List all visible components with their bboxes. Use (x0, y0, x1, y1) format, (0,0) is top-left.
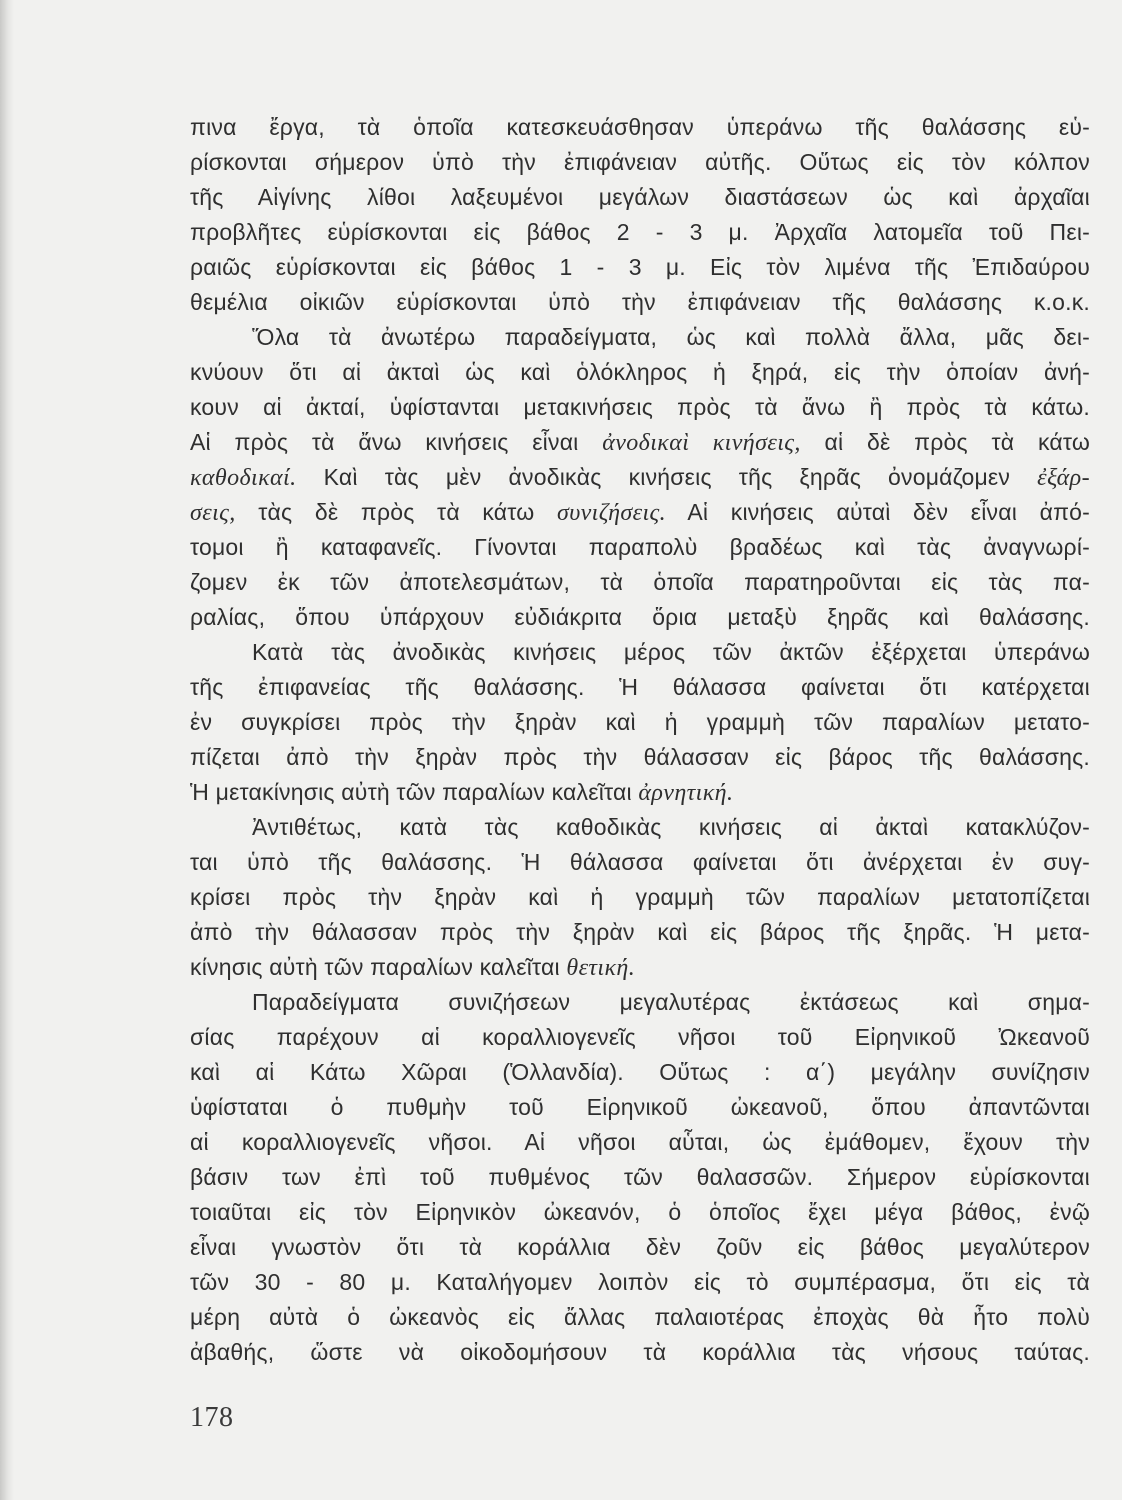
text-line: τοιαῦται εἰς τὸν Εἰρηνικὸν ὠκεανόν, ὁ ὁποῖος ἔχει μέγα βάθος, ἐνῷ (190, 1199, 1090, 1225)
paragraph-first-line: Κατὰ τὰς ἀνοδικὰς κινήσεις μέρος τῶν ἀκτῶν ἐξέρχεται ὑπεράνω (252, 639, 1090, 665)
text-line: προβλῆτες εὑρίσκονται εἰς βάθος 2 - 3 μ. Ἀρχαῖα λατομεῖα τοῦ Πει- (190, 219, 1090, 245)
text-line: ὑφίσταται ὁ πυθμὴν τοῦ Εἰρηνικοῦ ὠκεανοῦ, ὅπου ἀπαντῶνται (190, 1094, 1090, 1120)
paragraph-last-line (190, 775, 1090, 810)
text-line: μέρη αὐτὰ ὁ ὠκεανὸς εἰς ἄλλας παλαιοτέρας ἐποχὰς θὰ ἦτο πολὺ (190, 1304, 1090, 1330)
text-line: καὶ αἱ Κάτω Χῶραι (Ὁλλανδία). Οὕτως : α΄) μεγάλην συνίζησιν (190, 1059, 1090, 1085)
italic-term: ἀρνητική. (638, 780, 734, 806)
paragraph-last-line (190, 950, 1090, 985)
paragraph-first-line: Παραδείγματα συνιζήσεων μεγαλυτέρας ἐκτάσεως καὶ σημα- (252, 989, 1090, 1015)
italic-term: ἀνοδικαὶ κινήσεις, (602, 430, 801, 456)
text-line: ραιῶς εὑρίσκονται εἰς βάθος 1 - 3 μ. Εἰς τὸν λιμένα τῆς Ἐπιδαύρου (190, 254, 1090, 280)
text-segment: κίνησις αὐτὴ τῶν παραλίων καλεῖται (190, 954, 567, 980)
text-line: τῆς ἐπιφανείας τῆς θαλάσσης. Ἡ θάλασσα φαίνεται ὅτι κατέρχεται (190, 674, 1090, 700)
text-line: βάσιν των ἐπὶ τοῦ πυθμένος τῶν θαλασσῶν. Σήμερον εὑρίσκονται (190, 1164, 1090, 1190)
text-line (190, 495, 1090, 530)
italic-term: θετική. (566, 955, 636, 981)
text-line (190, 460, 1090, 495)
page-body (190, 110, 1090, 1370)
italic-term: σεις, (190, 500, 236, 526)
text-line: ται ὑπὸ τῆς θαλάσσης. Ἡ θάλασσα φαίνεται ὅτι ἀνέρχεται ἐν συγ- (190, 849, 1090, 875)
text-line (190, 425, 1090, 460)
text-line: αἱ κοραλλιογενεῖς νῆσοι. Αἱ νῆσοι αὗται, ὡς ἐμάθομεν, ἔχουν τὴν (190, 1129, 1090, 1155)
italic-term: καθοδικαί. (190, 465, 297, 491)
text-line: ἀβαθής, ὥστε νὰ οἰκοδομήσουν τὰ κοράλλια τὰς νήσους ταύτας. (190, 1339, 1090, 1365)
text-line: σίας παρέχουν αἱ κοραλλιογενεῖς νῆσοι τοῦ Εἰρηνικοῦ Ὠκεανοῦ (190, 1024, 1090, 1050)
text-line: ζομεν ἐκ τῶν ἀποτελεσμάτων, τὰ ὁποῖα παρατηροῦνται εἰς τὰς πα- (190, 569, 1090, 595)
text-line: ἐν συγκρίσει πρὸς τὴν ξηρὰν καὶ ἡ γραμμὴ τῶν παραλίων μετατο- (190, 709, 1090, 735)
text-line: ραλίας, ὅπου ὑπάρχουν εὐδιάκριτα ὅρια μεταξὺ ξηρᾶς καὶ θαλάσσης. (190, 604, 1090, 630)
text-line: κνύουν ὅτι αἱ ἀκταὶ ὡς καὶ ὁλόκληρος ἡ ξηρά, εἰς τὴν ὁποίαν ἀνή- (190, 359, 1090, 385)
text-line: κρίσει πρὸς τὴν ξηρὰν καὶ ἡ γραμμὴ τῶν παραλίων μετατοπίζεται (190, 884, 1090, 910)
italic-term: συνιζήσεις. (556, 500, 667, 526)
text-line: πίζεται ἀπὸ τὴν ξηρὰν πρὸς τὴν θάλασσαν εἰς βάρος τῆς θαλάσσης. (190, 744, 1090, 770)
text-segment: τὰς δὲ πρὸς τὰ κάτω (235, 499, 557, 525)
paragraph-first-line: Ὅλα τὰ ἀνωτέρω παραδείγματα, ὡς καὶ πολλὰ ἄλλα, μᾶς δει- (252, 324, 1090, 350)
text-line: εἶναι γνωστὸν ὅτι τὰ κοράλλια δὲν ζοῦν εἰς βάθος μεγαλύτερον (190, 1234, 1090, 1260)
text-line: ἀπὸ τὴν θάλασσαν πρὸς τὴν ξηρὰν καὶ εἰς βάρος τῆς ξηρᾶς. Ἡ μετα- (190, 919, 1090, 945)
text-line: κουν αἱ ἀκταί, ὑφίστανται μετακινήσεις πρὸς τὰ ἄνω ἢ πρὸς τὰ κάτω. (190, 394, 1090, 420)
italic-term: ἐξάρ- (1037, 465, 1090, 491)
text-segment: Αἱ κινήσεις αὐταὶ δὲν εἶναι ἀπό- (666, 499, 1090, 525)
text-line: τῶν 30 - 80 μ. Καταλήγομεν λοιπὸν εἰς τὸ συμπέρασμα, ὅτι εἰς τὰ (190, 1269, 1090, 1295)
text-line: τομοι ἢ καταφανεῖς. Γίνονται παραπολὺ βραδέως καὶ τὰς ἀναγνωρί- (190, 534, 1090, 560)
text-segment: Ἡ μετακίνησις αὐτὴ τῶν παραλίων καλεῖται (190, 779, 639, 805)
page-number: 178 (190, 1402, 234, 1433)
text-line: πινα ἔργα, τὰ ὁποῖα κατεσκευάσθησαν ὑπεράνω τῆς θαλάσσης εὑ- (190, 114, 1090, 140)
text-segment: Αἱ πρὸς τὰ ἄνω κινήσεις εἶναι (190, 429, 603, 455)
paragraph-first-line: Ἀντιθέτως, κατὰ τὰς καθοδικὰς κινήσεις αἱ ἀκταὶ κατακλύζον- (252, 814, 1090, 840)
text-segment: Καὶ τὰς μὲν ἀνοδικὰς κινήσεις τῆς ξηρᾶς ὀνομάζομεν (296, 464, 1038, 490)
text-line: τῆς Αἰγίνης λίθοι λαξευμένοι μεγάλων διαστάσεων ὡς καὶ ἀρχαῖαι (190, 184, 1090, 210)
text-segment: αἱ δὲ πρὸς τὰ κάτω (800, 429, 1090, 455)
text-line: θεμέλια οἰκιῶν εὑρίσκονται ὑπὸ τὴν ἐπιφάνειαν τῆς θαλάσσης κ.ο.κ. (190, 289, 1090, 315)
text-line: ρίσκονται σήμερον ὑπὸ τὴν ἐπιφάνειαν αὐτῆς. Οὕτως εἰς τὸν κόλπον (190, 149, 1090, 175)
page-edge-shadow (0, 0, 14, 1500)
